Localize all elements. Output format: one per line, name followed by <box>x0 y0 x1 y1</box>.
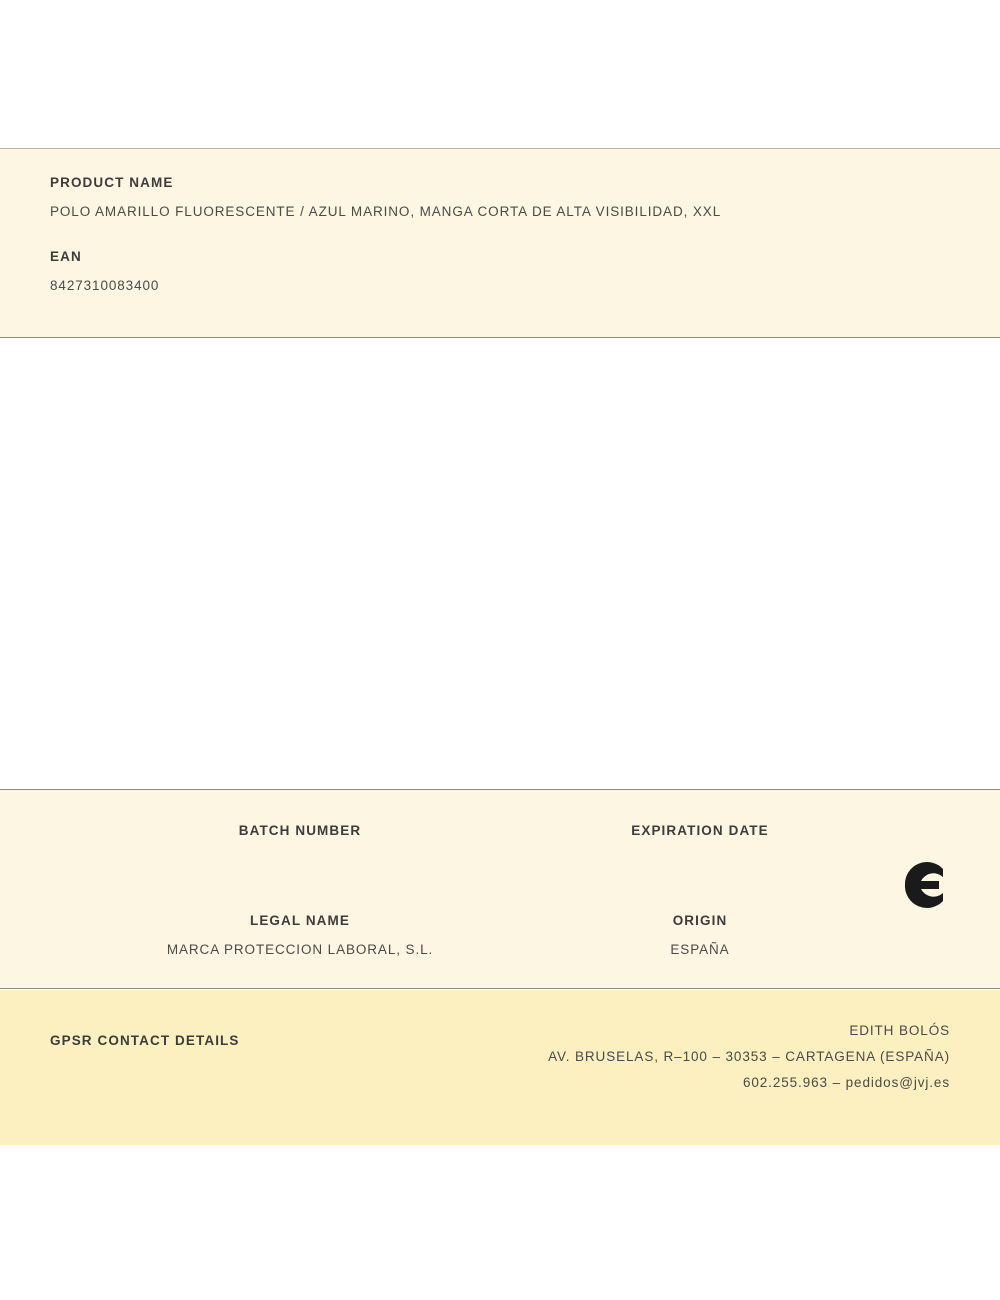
legal-name-label: LEGAL NAME <box>249 913 350 928</box>
batch-legal-block <box>0 789 1000 989</box>
gpsr-contact-phone-email: 602.255.963 – pedidos@jvj.es <box>742 1075 950 1090</box>
ean-value: 8427310083400 <box>50 278 160 293</box>
legal-name-value: MARCA PROTECCION LABORAL, S.L. <box>166 942 434 957</box>
product-name-value: POLO AMARILLO FLUORESCENTE / AZUL MARINO, MANGA CORTA DE ALTA VISIBILIDAD, XXL <box>50 204 722 219</box>
product-info-inner <box>0 149 1000 293</box>
field-spacer <box>50 219 950 249</box>
expiration-date-value <box>550 852 850 868</box>
expiration-date-label: EXPIRATION DATE <box>631 823 769 838</box>
batch-number-value <box>150 852 450 868</box>
blank-middle-area <box>0 339 1000 789</box>
gpsr-title: GPSR CONTACT DETAILS <box>50 1033 240 1048</box>
gpsr-contact-lines <box>548 1023 950 1101</box>
origin-label: ORIGIN <box>672 913 728 928</box>
batch-number-label: BATCH NUMBER <box>238 823 362 838</box>
ce-mark-icon <box>855 855 955 915</box>
origin-value: ESPAÑA <box>670 942 730 957</box>
gpsr-contact-address: AV. BRUSELAS, R–100 – 30353 – CARTAGENA (ESPAÑA) <box>548 1049 950 1064</box>
ean-label: EAN <box>50 249 82 264</box>
product-info-block <box>0 148 1000 338</box>
expiration-date-cell <box>550 823 850 868</box>
origin-cell <box>550 913 850 958</box>
product-name-label: PRODUCT NAME <box>50 175 174 190</box>
blank-bottom-area <box>0 1145 1000 1300</box>
batch-number-cell <box>150 823 450 868</box>
batch-legal-grid <box>0 790 1000 988</box>
gpsr-contact-name: EDITH BOLÓS <box>849 1023 950 1038</box>
gpsr-contact-block <box>0 990 1000 1145</box>
legal-name-cell <box>150 913 450 958</box>
